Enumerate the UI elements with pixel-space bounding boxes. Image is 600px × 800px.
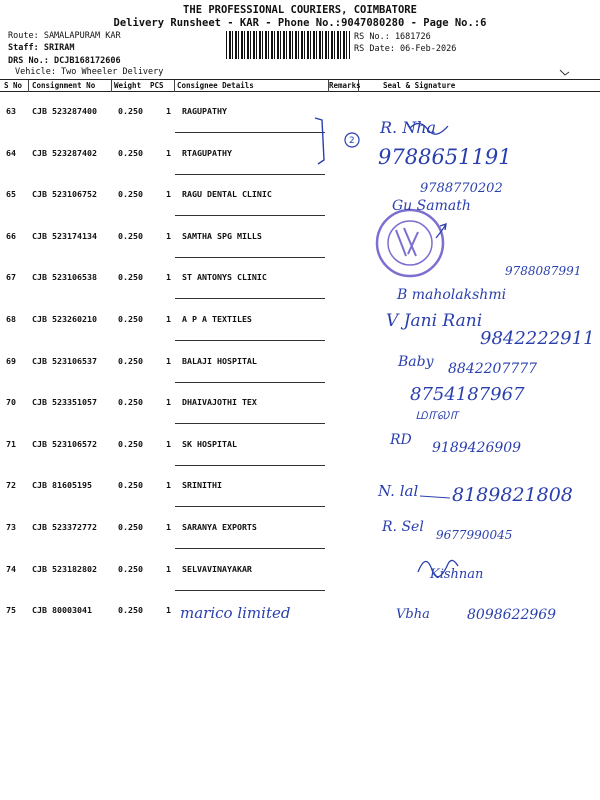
col-header-remarks: Remarks xyxy=(329,81,361,90)
col-divider xyxy=(174,80,175,92)
table-row xyxy=(0,175,600,216)
cell-sno: 67 xyxy=(6,272,16,283)
cell-sno: 73 xyxy=(6,522,16,532)
signature-74: Kishnan xyxy=(430,567,484,582)
cell-consignee: BALAJI HOSPITAL xyxy=(182,355,257,366)
barcode-image xyxy=(226,31,350,59)
col-header-sno: S No xyxy=(4,81,23,90)
cell-weight: 0.250 xyxy=(118,147,143,158)
cell-weight: 0.250 xyxy=(118,438,143,449)
cell-sno: 75 xyxy=(6,605,16,616)
vehicle-label: Vehicle: Two Wheeler Delivery xyxy=(15,67,164,77)
cell-weight: 0.250 xyxy=(118,272,143,283)
phone-69: 8842207777 xyxy=(448,361,538,377)
signature-65: Gu Samath xyxy=(392,198,471,214)
cell-consignee: SRINITHI xyxy=(182,480,222,491)
cell-pcs: 1 xyxy=(166,563,171,574)
cell-sno: 63 xyxy=(6,106,16,116)
cell-consignee: DHAIVAJOTHI TEX xyxy=(182,397,257,408)
cell-consignee: SK HOSPITAL xyxy=(182,438,237,449)
staff-label: Staff: SRIRAM xyxy=(8,43,75,53)
cell-weight: 0.250 xyxy=(118,106,143,116)
cell-cons: CJB 523351057 xyxy=(32,397,97,408)
rs-date: RS Date: 06-Feb-2026 xyxy=(354,44,457,54)
name-72: N. lal xyxy=(378,482,419,500)
name-69: Baby xyxy=(398,354,434,370)
cell-sno: 64 xyxy=(6,147,16,158)
cell-cons: CJB 523174134 xyxy=(32,230,97,241)
cell-consignee: RAGUPATHY xyxy=(182,106,227,116)
page-title: THE PROFESSIONAL COURIERS, COIMBATORE xyxy=(183,4,417,16)
phone-73: 9677990045 xyxy=(436,528,513,542)
cell-weight: 0.250 xyxy=(118,480,143,491)
cell-weight: 0.250 xyxy=(118,189,143,200)
cell-weight: 0.250 xyxy=(118,397,143,408)
remark-circle-text: 2 xyxy=(349,136,355,146)
phone-67: 9788087991 xyxy=(505,264,582,278)
table-row xyxy=(0,217,600,258)
cell-consignee: SARANYA EXPORTS xyxy=(182,522,257,532)
cell-sno: 66 xyxy=(6,230,16,241)
cell-cons: CJB 523106752 xyxy=(32,189,97,200)
cell-cons: CJB 80003041 xyxy=(32,605,92,616)
cell-weight: 0.250 xyxy=(118,522,143,532)
cell-pcs: 1 xyxy=(166,480,171,491)
route-label: Route: SAMALAPURAM KAR xyxy=(8,31,121,41)
cell-cons: CJB 523287402 xyxy=(32,147,97,158)
cell-consignee: RTAGUPATHY xyxy=(182,147,232,158)
cell-pcs: 1 xyxy=(166,397,171,408)
cell-sno: 74 xyxy=(6,563,16,574)
phone-64: 9788651191 xyxy=(378,145,512,169)
cell-pcs: 1 xyxy=(166,605,171,616)
cell-cons: CJB 523106538 xyxy=(32,272,97,283)
cell-pcs: 1 xyxy=(166,522,171,532)
cell-sno: 71 xyxy=(6,438,16,449)
cell-cons: CJB 523287400 xyxy=(32,106,97,116)
handwritten-consignee-75: marico limited xyxy=(180,604,291,622)
table-row xyxy=(0,92,600,133)
cell-consignee: RAGU DENTAL CLINIC xyxy=(182,189,272,200)
cell-consignee: SELVAVINAYAKAR xyxy=(182,563,252,574)
cell-pcs: 1 xyxy=(166,438,171,449)
signature-75: Vbha xyxy=(396,607,430,622)
phone-70: 8754187967 xyxy=(410,384,525,405)
runsheet-subtitle: Delivery Runsheet - KAR - Phone No.:9047080280 - Page No.:6 xyxy=(113,17,487,29)
phone-65: 9788770202 xyxy=(420,181,503,196)
cell-pcs: 1 xyxy=(166,106,171,116)
cell-cons: CJB 523260210 xyxy=(32,314,97,324)
table-row xyxy=(0,550,600,591)
table-top-rule xyxy=(0,79,600,80)
cell-sno: 70 xyxy=(6,397,16,408)
col-header-consignee: Consignee Details xyxy=(177,81,254,90)
cell-sno: 65 xyxy=(6,189,16,200)
name-67: B maholakshmi xyxy=(397,287,507,303)
cell-sno: 69 xyxy=(6,355,16,366)
phone-68: 9842222911 xyxy=(480,328,595,349)
col-header-pcs: PCS xyxy=(150,81,164,90)
cell-pcs: 1 xyxy=(166,230,171,241)
cell-sno: 72 xyxy=(6,480,16,491)
cell-weight: 0.250 xyxy=(118,605,143,616)
phone-72: 8189821808 xyxy=(452,484,573,506)
cell-weight: 0.250 xyxy=(118,314,143,324)
cell-cons: CJB 523372772 xyxy=(32,522,97,532)
col-divider xyxy=(28,80,29,92)
col-header-consignment: Consignment No xyxy=(32,81,96,90)
cell-cons: CJB 81605195 xyxy=(32,480,92,491)
checkmark xyxy=(560,70,569,75)
cell-pcs: 1 xyxy=(166,314,171,324)
col-header-weight: Weight xyxy=(114,81,142,90)
cell-weight: 0.250 xyxy=(118,563,143,574)
cell-weight: 0.250 xyxy=(118,355,143,366)
cell-weight: 0.250 xyxy=(118,230,143,241)
col-divider xyxy=(111,80,112,92)
cell-pcs: 1 xyxy=(166,355,171,366)
cell-consignee: ST ANTONYS CLINIC xyxy=(182,272,267,283)
col-header-seal: Seal & Signature xyxy=(383,81,456,90)
name-68: V Jani Rani xyxy=(386,311,483,331)
signature-73: R. Sel xyxy=(382,519,424,535)
cell-consignee: SAMTHA SPG MILLS xyxy=(182,230,262,241)
cell-pcs: 1 xyxy=(166,189,171,200)
rs-number: RS No.: 1681726 xyxy=(354,32,431,42)
cell-pcs: 1 xyxy=(166,272,171,283)
cell-sno: 68 xyxy=(6,314,16,324)
phone-75: 8098622969 xyxy=(467,607,557,623)
drs-number: DRS No.: DCJB168172606 xyxy=(8,56,121,66)
cell-consignee: A P A TEXTILES xyxy=(182,314,252,324)
cell-cons: CJB 523106537 xyxy=(32,355,97,366)
signature-71: RD xyxy=(390,432,412,448)
tamil-name-70: மாலா xyxy=(415,404,458,423)
signature-63: R. Nha xyxy=(380,118,437,137)
cell-cons: CJB 523182802 xyxy=(32,563,97,574)
phone-71: 9189426909 xyxy=(432,440,522,456)
cell-cons: CJB 523106572 xyxy=(32,438,97,449)
cell-pcs: 1 xyxy=(166,147,171,158)
